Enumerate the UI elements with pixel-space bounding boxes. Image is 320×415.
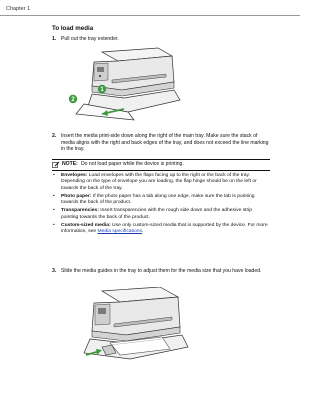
section-heading: To load media xyxy=(52,25,94,32)
media-guides-figure xyxy=(66,287,190,365)
step-2-text: Insert the media print-side down along the right of the main tray. Make sure the stack of media aligns with the right and back edges of the tray, and does not exceed the line marking in the tray. xyxy=(61,133,269,152)
media-bullet-list xyxy=(53,173,269,237)
bullet-envelopes-text: Load envelopes with the flaps facing up to the right or the back of the tray. Depending on the type of envelope you are loading, the flap hinge should be on the left or towards the back of the tray. xyxy=(61,173,257,191)
step-3-number: 3. xyxy=(52,268,57,274)
bullet-custom-sized-media-text: Use only custom-sized media that is supported by the device. For more information, see xyxy=(61,222,268,235)
note-top-rule xyxy=(52,159,270,160)
media-specifications-link[interactable]: Media specifications xyxy=(97,229,142,235)
step-1-number: 1. xyxy=(52,36,57,42)
bullet-envelopes-term: Envelopes: xyxy=(61,173,88,178)
bullet-custom-sized-media-term: Custom-sized media: xyxy=(61,222,111,228)
bullet-custom-sized-media: • Custom-sized media: Use only custom-sized media that is supported by the device. For more information, see Media specifications. xyxy=(53,222,268,235)
bullet-envelopes: • Envelopes: Load envelopes with the flaps facing up to the right or the back of the tray. Depending on the type of envelope you are loading, the flap hinge should be on the left or towards the back of the tray. xyxy=(53,173,257,191)
step-2 xyxy=(52,133,272,153)
step-1 xyxy=(52,36,271,43)
chapter-label: Chapter 1 xyxy=(6,6,31,12)
bullet-photo-paper: • Photo paper: If the photo paper has a tab along one edge, make sure the tab is pointing towards the back of the product. xyxy=(53,193,255,206)
step-3 xyxy=(52,268,272,275)
step-3-text: Slide the media guides in the tray to adjust them for the media size that you have loaded. xyxy=(61,268,262,274)
bullet-transparencies-text: Insert transparencies with the rough side down and the adhesive strip pointing towards the back of the product. xyxy=(61,208,253,220)
note-bottom-rule xyxy=(52,170,270,171)
note-text: Do not load paper while the device is printing. xyxy=(81,161,184,167)
bullet-transparencies: • Transparencies: Insert transparencies with the rough side down and the adhesive strip pointing towards the back of the product. xyxy=(53,208,253,220)
callout-2: 2 xyxy=(71,97,75,104)
note-pencil-icon xyxy=(52,161,60,168)
bullet-photo-paper-text: If the photo paper has a tab along one edge, make sure the tab is pointing towards the back of the product. xyxy=(61,193,255,206)
step-1-text: Pull out the tray extender. xyxy=(61,36,119,42)
printer-tray-extender-figure xyxy=(62,46,182,124)
bullet-transparencies-term: Transparencies: xyxy=(61,208,99,214)
header-rule xyxy=(0,15,300,16)
bullet-photo-paper-term: Photo paper: xyxy=(61,193,92,199)
note-label: NOTE: xyxy=(62,161,78,167)
bullet-custom-sized-media-tail: . xyxy=(141,229,144,235)
callout-1: 1 xyxy=(100,87,104,94)
step-2-number: 2. xyxy=(52,133,57,139)
